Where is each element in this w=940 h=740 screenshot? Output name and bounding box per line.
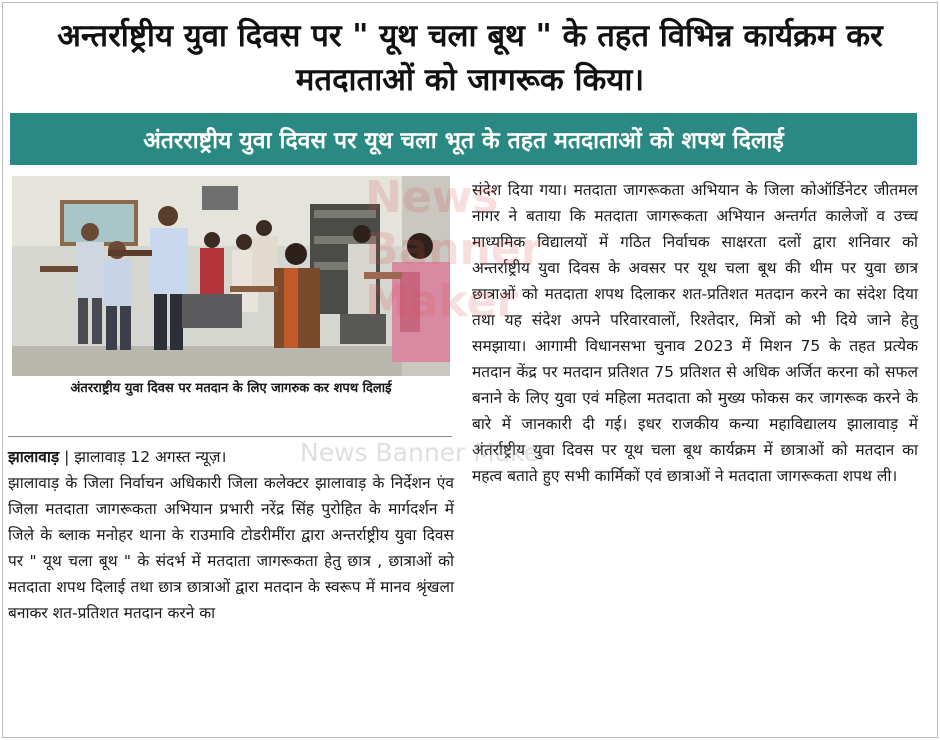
watermark-word: Banner (365, 224, 543, 275)
caption-divider (8, 436, 452, 437)
body-text-right: संदेश दिया गया। मतदाता जागरूकता अभियान के जिला कोऑर्डिनेटर जीतमल नागर ने बताया कि मतदाता जागरूकता अभियान अन्तर्गत कालेजों व उच्च माध्यमिक विद्यालयों में गठित निर्वाचक साक्षरता दलों द्वारा शनिवार को अन्तर्राष्ट्रीय युवा दिवस के अवसर पर यूथ चला बूथ की थीम पर युवा छात्र छात्राओं को मतदाता शपथ दिलाकर शत-प्रतिशत मतदान करने का संदेश दिया तथा यह संदेश अपने परिवारवालों, रिश्तेदार, मित्रों को भी दिये जाने हेतु समझाया। आगामी विधानसभा चुनाव 2023 में मिशन 75 के तहत प्रत्येक मतदान केंद्र पर मतदान प्रतिशत 75 प्रतिशत से अधिक अर्जित करना को सफल बनाने के लिए युवा एवं महिला मतदाता को मुख्य फोकस कर जागरूक करने के बारे में जानकारी दी गई। इधर राजकीय कन्या महाविद्यालय झालावाड़ में अंतर्राष्ट्रीय युवा दिवस पर यूथ चला बूथ कार्यक्रम में छात्राओं को मतदान का महत्व बताते हुए सभी कार्मिकों एवं छात्राओं ने मतदाता जागरूकता शपथ ली। (472, 181, 918, 485)
photo-caption: अंतरराष्ट्रीय युवा दिवस पर मतदान के लिए जागरुक कर शपथ दिलाई (70, 381, 392, 396)
watermark-word: Maker (365, 276, 519, 327)
watermark-text: News Banner Maker (300, 438, 550, 467)
banner-text: अंतरराष्ट्रीय युवा दिवस पर यूथ चला भूत के तहत मतदाताओं को शपथ दिलाई (143, 128, 784, 154)
dateline-detail: | झालावाड़ 12 अगस्त न्यूज़। (64, 448, 227, 466)
body-text-left: झालावाड़ के जिला निर्वाचन अधिकारी जिला कलेक्टर झालावाड़ के निर्देशन एंव जिला मतदाता जागरूकता अभियान प्रभारी नरेंद्र सिंह पुरोहित के मार्गदर्शन में जिले के ब्लाक मनोहर थाना के राउमावि टोडरीमींरा द्वारा अन्तर्राष्ट्रीय युवा दिवस पर " यूथ चला बूथ " के संदर्भ में मतदाता जागरूकता हेतु छात्र , छात्राओं को मतदाता शपथ दिलाई तथा छात्र छात्राओं द्वारा मतदान के स्वरूप में मानव श्रृंखला बनाकर शत-प्रतिशत मतदान करने का (8, 474, 454, 622)
dateline: झालावाड़ (8, 448, 60, 466)
watermark-word: News (365, 172, 499, 223)
watermark-logo (365, 172, 542, 328)
article-body-left (8, 444, 454, 626)
subheadline-banner (10, 113, 917, 165)
headline: अन्तर्राष्ट्रीय युवा दिवस पर " यूथ चला बूथ " के तहत विभिन्न कार्यक्रम कर मतदाताओं को जागरूक किया। (57, 18, 883, 98)
